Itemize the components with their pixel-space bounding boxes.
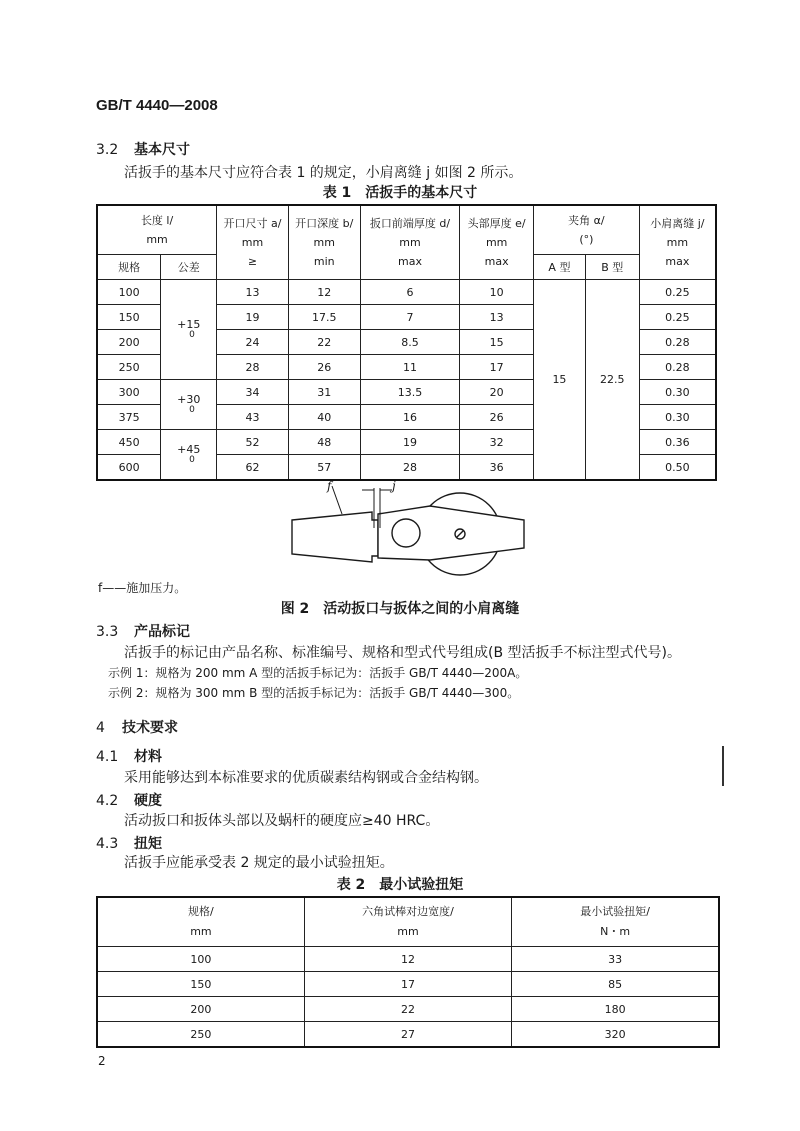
header-spec: 规格	[97, 255, 161, 280]
cell-e: 36	[460, 455, 534, 481]
section-4-2-heading	[96, 790, 162, 810]
cell-b: 57	[288, 455, 360, 481]
figure-label-j: j	[392, 479, 396, 493]
cell-e: 10	[460, 280, 534, 305]
cell-spec: 200	[97, 330, 161, 355]
section-4-3-heading	[96, 833, 162, 853]
cell-spec: 250	[97, 355, 161, 380]
cell-j: 0.30	[639, 380, 716, 405]
cell-d: 8.5	[360, 330, 460, 355]
header-head-thickness: 头部厚度 e/ mm max	[460, 205, 534, 280]
cell-b: 26	[288, 355, 360, 380]
header-type-a: A 型	[534, 255, 586, 280]
change-bar	[722, 746, 724, 786]
cell-torque: 33	[512, 947, 719, 972]
cell-e: 17	[460, 355, 534, 380]
cell-tolerance: +30 0	[161, 380, 217, 430]
cell-j: 0.28	[639, 355, 716, 380]
cell-e: 13	[460, 305, 534, 330]
cell-d: 7	[360, 305, 460, 330]
figure2-caption: 图 2 活动扳口与扳体之间的小肩离缝	[280, 601, 520, 617]
page-number: 2	[98, 1054, 106, 1068]
header-front-thickness: 扳口前端厚度 d/ mm max	[360, 205, 460, 280]
section-title: 技术要求	[122, 720, 178, 736]
cell-a: 52	[217, 430, 289, 455]
cell-spec: 200	[97, 997, 304, 1022]
cell-spec: 450	[97, 430, 161, 455]
example-2: 示例 2：规格为 300 mm B 型的活扳手标记为：活扳手 GB/T 4440—300。	[108, 686, 520, 700]
section-4-1-text: 采用能够达到本标准要求的优质碳素结构钢或合金结构钢。	[124, 770, 488, 786]
section-title: 扭矩	[134, 836, 162, 852]
cell-a: 24	[217, 330, 289, 355]
section-number: 4.3	[96, 836, 119, 852]
cell-spec: 375	[97, 405, 161, 430]
section-title: 产品标记	[134, 624, 190, 640]
table2	[96, 896, 720, 1048]
cell-j: 0.28	[639, 330, 716, 355]
cell-a: 28	[217, 355, 289, 380]
figure-label-f: f	[327, 479, 332, 493]
cell-e: 15	[460, 330, 534, 355]
cell-spec: 150	[97, 305, 161, 330]
table-row	[97, 947, 719, 972]
cell-b: 12	[288, 280, 360, 305]
cell-d: 11	[360, 355, 460, 380]
table1-caption: 表 1 活扳手的基本尺寸	[322, 185, 478, 201]
section-number: 4.1	[96, 749, 119, 765]
section-3-3-heading	[96, 621, 190, 641]
cell-j: 0.50	[639, 455, 716, 481]
cell-spec: 600	[97, 455, 161, 481]
cell-torque: 320	[512, 1022, 719, 1048]
section-3-3-text: 活扳手的标记由产品名称、标准编号、规格和型式代号组成(B 型活扳手不标注型式代号)。	[124, 645, 681, 661]
table-row	[97, 1022, 719, 1048]
cell-j: 0.25	[639, 280, 716, 305]
header-hex-width: 六角试棒对边宽度/ mm	[304, 897, 511, 947]
cell-a: 34	[217, 380, 289, 405]
cell-d: 19	[360, 430, 460, 455]
cell-d: 28	[360, 455, 460, 481]
header-gap: 小肩离缝 j/ mm max	[639, 205, 716, 280]
cell-d: 13.5	[360, 380, 460, 405]
section-number: 3.3	[96, 624, 119, 640]
cell-spec: 150	[97, 972, 304, 997]
section-title: 硬度	[134, 793, 162, 809]
header-tolerance: 公差	[161, 255, 217, 280]
cell-hex: 12	[304, 947, 511, 972]
table-row	[97, 280, 716, 305]
cell-d: 16	[360, 405, 460, 430]
cell-spec: 100	[97, 280, 161, 305]
cell-j: 0.25	[639, 305, 716, 330]
cell-tolerance: +45 0	[161, 430, 217, 481]
header-angle: 夹角 α/ (°)	[534, 205, 640, 255]
cell-e: 32	[460, 430, 534, 455]
cell-hex: 17	[304, 972, 511, 997]
cell-a: 19	[217, 305, 289, 330]
section-3-2-text: 活扳手的基本尺寸应符合表 1 的规定，小肩离缝 j 如图 2 所示。	[124, 165, 523, 181]
header-length: 长度 l/ mm	[97, 205, 217, 255]
cell-torque: 180	[512, 997, 719, 1022]
cell-spec: 100	[97, 947, 304, 972]
cell-d: 6	[360, 280, 460, 305]
cell-torque: 85	[512, 972, 719, 997]
cell-hex: 27	[304, 1022, 511, 1048]
section-4-heading	[96, 717, 178, 737]
cell-j: 0.36	[639, 430, 716, 455]
cell-b: 17.5	[288, 305, 360, 330]
cell-hex: 22	[304, 997, 511, 1022]
cell-spec: 250	[97, 1022, 304, 1048]
cell-a: 13	[217, 280, 289, 305]
example-1: 示例 1：规格为 200 mm A 型的活扳手标记为：活扳手 GB/T 4440—200A。	[108, 666, 528, 680]
header-type-b: B 型	[585, 255, 639, 280]
figure-legend: f——施加压力。	[98, 581, 187, 595]
table1	[96, 204, 717, 481]
cell-a: 62	[217, 455, 289, 481]
cell-j: 0.30	[639, 405, 716, 430]
section-title: 材料	[134, 749, 162, 765]
cell-b: 31	[288, 380, 360, 405]
section-number: 4	[96, 720, 105, 736]
header-min-torque: 最小试验扭矩/ N・m	[512, 897, 719, 947]
cell-a: 43	[217, 405, 289, 430]
cell-spec: 300	[97, 380, 161, 405]
section-4-3-text: 活扳手应能承受表 2 规定的最小试验扭矩。	[124, 855, 394, 871]
section-number: 3.2	[96, 142, 119, 158]
standard-number-header: GB/T 4440—2008	[96, 97, 218, 114]
cell-b: 48	[288, 430, 360, 455]
header-spec: 规格/ mm	[97, 897, 304, 947]
jaw-opening	[392, 519, 420, 547]
section-3-2-heading	[96, 139, 190, 159]
cell-b: 22	[288, 330, 360, 355]
cell-tolerance: +15 0	[161, 280, 217, 380]
table-row	[97, 997, 719, 1022]
cell-e: 20	[460, 380, 534, 405]
section-number: 4.2	[96, 793, 119, 809]
table2-caption: 表 2 最小试验扭矩	[336, 877, 464, 893]
wrench-figure	[280, 476, 550, 580]
cell-angle-b: 22.5	[585, 280, 639, 481]
header-opening: 开口尺寸 a/ mm ≥	[217, 205, 289, 280]
section-4-2-text: 活动扳口和扳体头部以及蜗杆的硬度应≥40 HRC。	[124, 813, 440, 829]
section-title: 基本尺寸	[134, 142, 190, 158]
cell-angle-a: 15	[534, 280, 586, 481]
cell-b: 40	[288, 405, 360, 430]
cell-e: 26	[460, 405, 534, 430]
section-4-1-heading	[96, 746, 162, 766]
header-depth: 开口深度 b/ mm min	[288, 205, 360, 280]
table-row	[97, 972, 719, 997]
wrench-body	[292, 512, 378, 562]
